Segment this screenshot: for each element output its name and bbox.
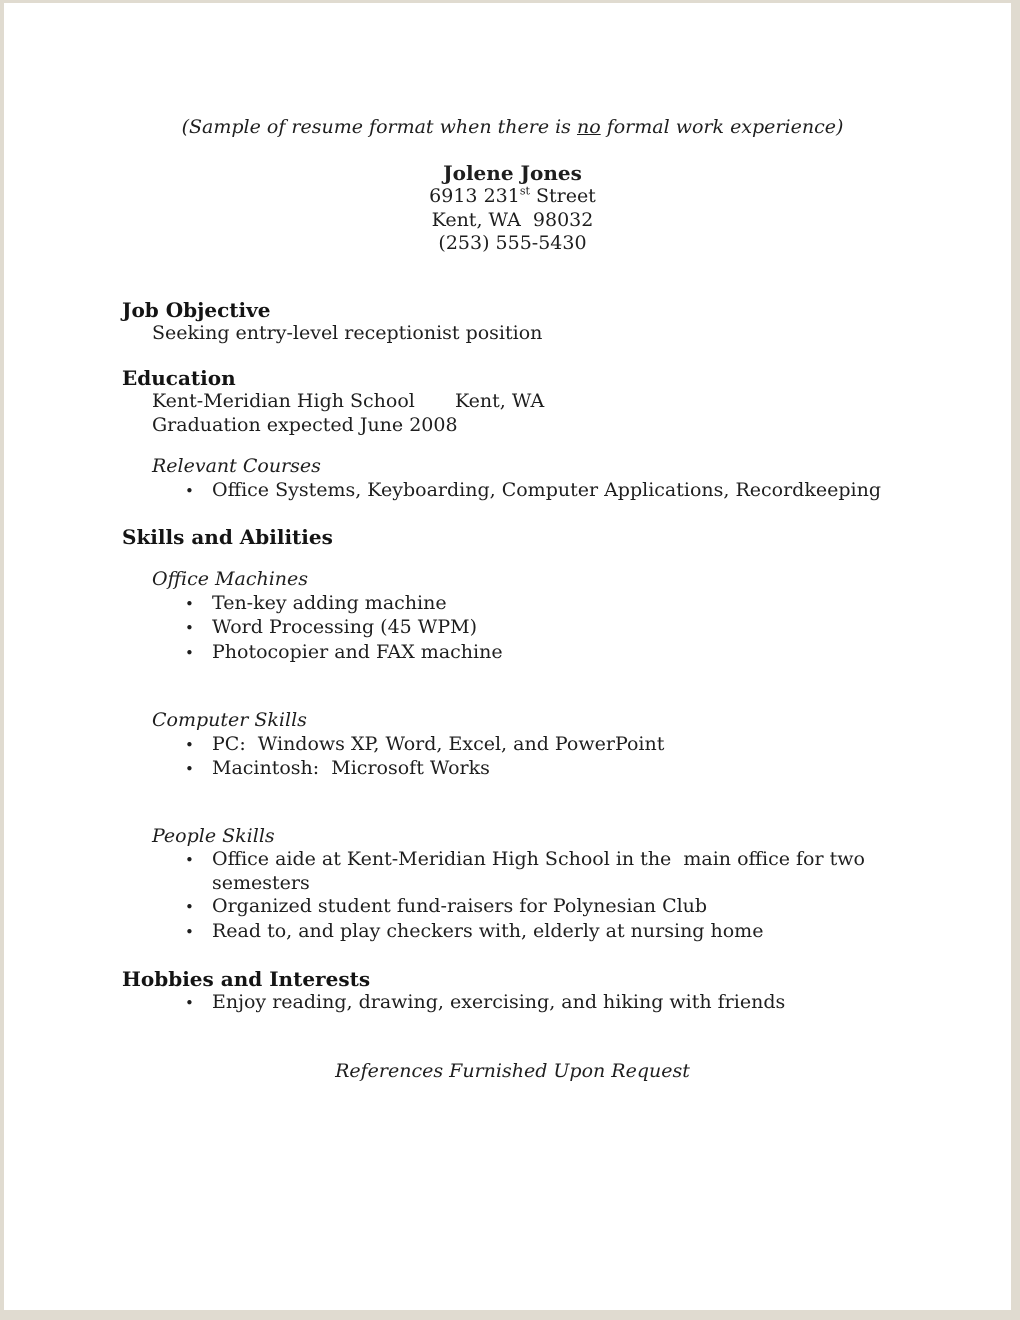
list-item-text: Enjoy reading, drawing, exercising, and hiking with friends: [212, 991, 786, 1013]
contact-block: [122, 162, 903, 256]
list-item-text: Macintosh: Microsoft Works: [212, 757, 490, 779]
list-item: [185, 920, 903, 945]
city-state-zip: Kent, WA 98032: [431, 208, 594, 231]
list-item: [185, 616, 903, 641]
street-number: 6913 231: [429, 185, 520, 207]
list-item: [185, 757, 903, 782]
school-location: Kent, WA: [455, 390, 545, 412]
list-item: [185, 895, 903, 920]
sample-note-suffix: formal work experience): [600, 116, 844, 138]
bullet-icon: •: [185, 594, 194, 613]
list-item: [185, 479, 903, 504]
bullet-icon: •: [185, 994, 194, 1012]
section-title-job-objective: Job Objective: [122, 297, 271, 322]
section-title-skills-and-abilities: Skills and Abilities: [122, 525, 333, 549]
bullet-icon: •: [185, 851, 194, 869]
list-item: [185, 991, 903, 1016]
subsection-title-computer-skills: Computer Skills: [152, 709, 307, 731]
section-title-hobbies-and-interests: Hobbies and Interests: [122, 967, 371, 991]
list-item: [185, 733, 903, 758]
education-school-line: [152, 390, 903, 414]
street-address: [122, 185, 903, 209]
bullet-icon: •: [185, 643, 194, 662]
bullet-icon: •: [185, 619, 194, 637]
job-objective-text: Seeking entry-level receptionist position: [152, 321, 543, 344]
street-name: Street: [529, 185, 596, 207]
list-item-text: Read to, and play checkers with, elderly at nursing home: [212, 919, 764, 942]
list-item: [185, 641, 903, 666]
references-note: References Furnished Upon Request: [335, 1059, 690, 1082]
school-name: Kent-Meridian High School: [152, 390, 415, 412]
list-item-text: Office Systems, Keyboarding, Computer Applications, Recordkeeping: [212, 478, 881, 501]
subsection-title-people-skills: People Skills: [152, 824, 275, 847]
list-item-text: Ten-key adding machine: [212, 591, 447, 614]
resume-page: [4, 3, 1011, 1310]
list-item: [185, 592, 903, 617]
graduation-line: Graduation expected June 2008: [152, 413, 458, 436]
hobbies-list: [122, 991, 903, 1016]
subsection-title-relevant-courses: Relevant Courses: [152, 455, 321, 477]
computer-skills-list: [122, 733, 903, 782]
bullet-icon: •: [185, 481, 194, 500]
section-title-education: Education: [122, 366, 236, 390]
bullet-icon: •: [185, 898, 194, 916]
resume-content: [4, 116, 1011, 1083]
street-ordinal: st: [519, 184, 530, 198]
person-name: Jolene Jones: [443, 160, 582, 185]
bullet-icon: •: [185, 760, 194, 778]
sample-note-underlined-word: no: [576, 116, 601, 138]
list-item-text: Word Processing (45 WPM): [212, 616, 477, 638]
office-machines-list: [122, 592, 903, 666]
relevant-courses-list: [122, 479, 903, 504]
bullet-icon: •: [185, 735, 194, 754]
list-item-text: Organized student fund-raisers for Polynesian Club: [212, 895, 708, 917]
people-skills-list: [122, 848, 903, 944]
list-item-text: Office aide at Kent-Meridian High School in the main office for two semesters: [212, 848, 871, 894]
sample-note: [122, 116, 903, 140]
list-item-text: Photocopier and FAX machine: [212, 640, 503, 663]
list-item-text: PC: Windows XP, Word, Excel, and PowerPoint: [212, 732, 665, 755]
phone-number: (253) 555-5430: [438, 232, 587, 254]
list-item: [185, 848, 903, 895]
subsection-title-office-machines: Office Machines: [152, 568, 309, 590]
bullet-icon: •: [185, 922, 194, 941]
sample-note-prefix: (Sample of resume format when there is: [181, 116, 577, 138]
